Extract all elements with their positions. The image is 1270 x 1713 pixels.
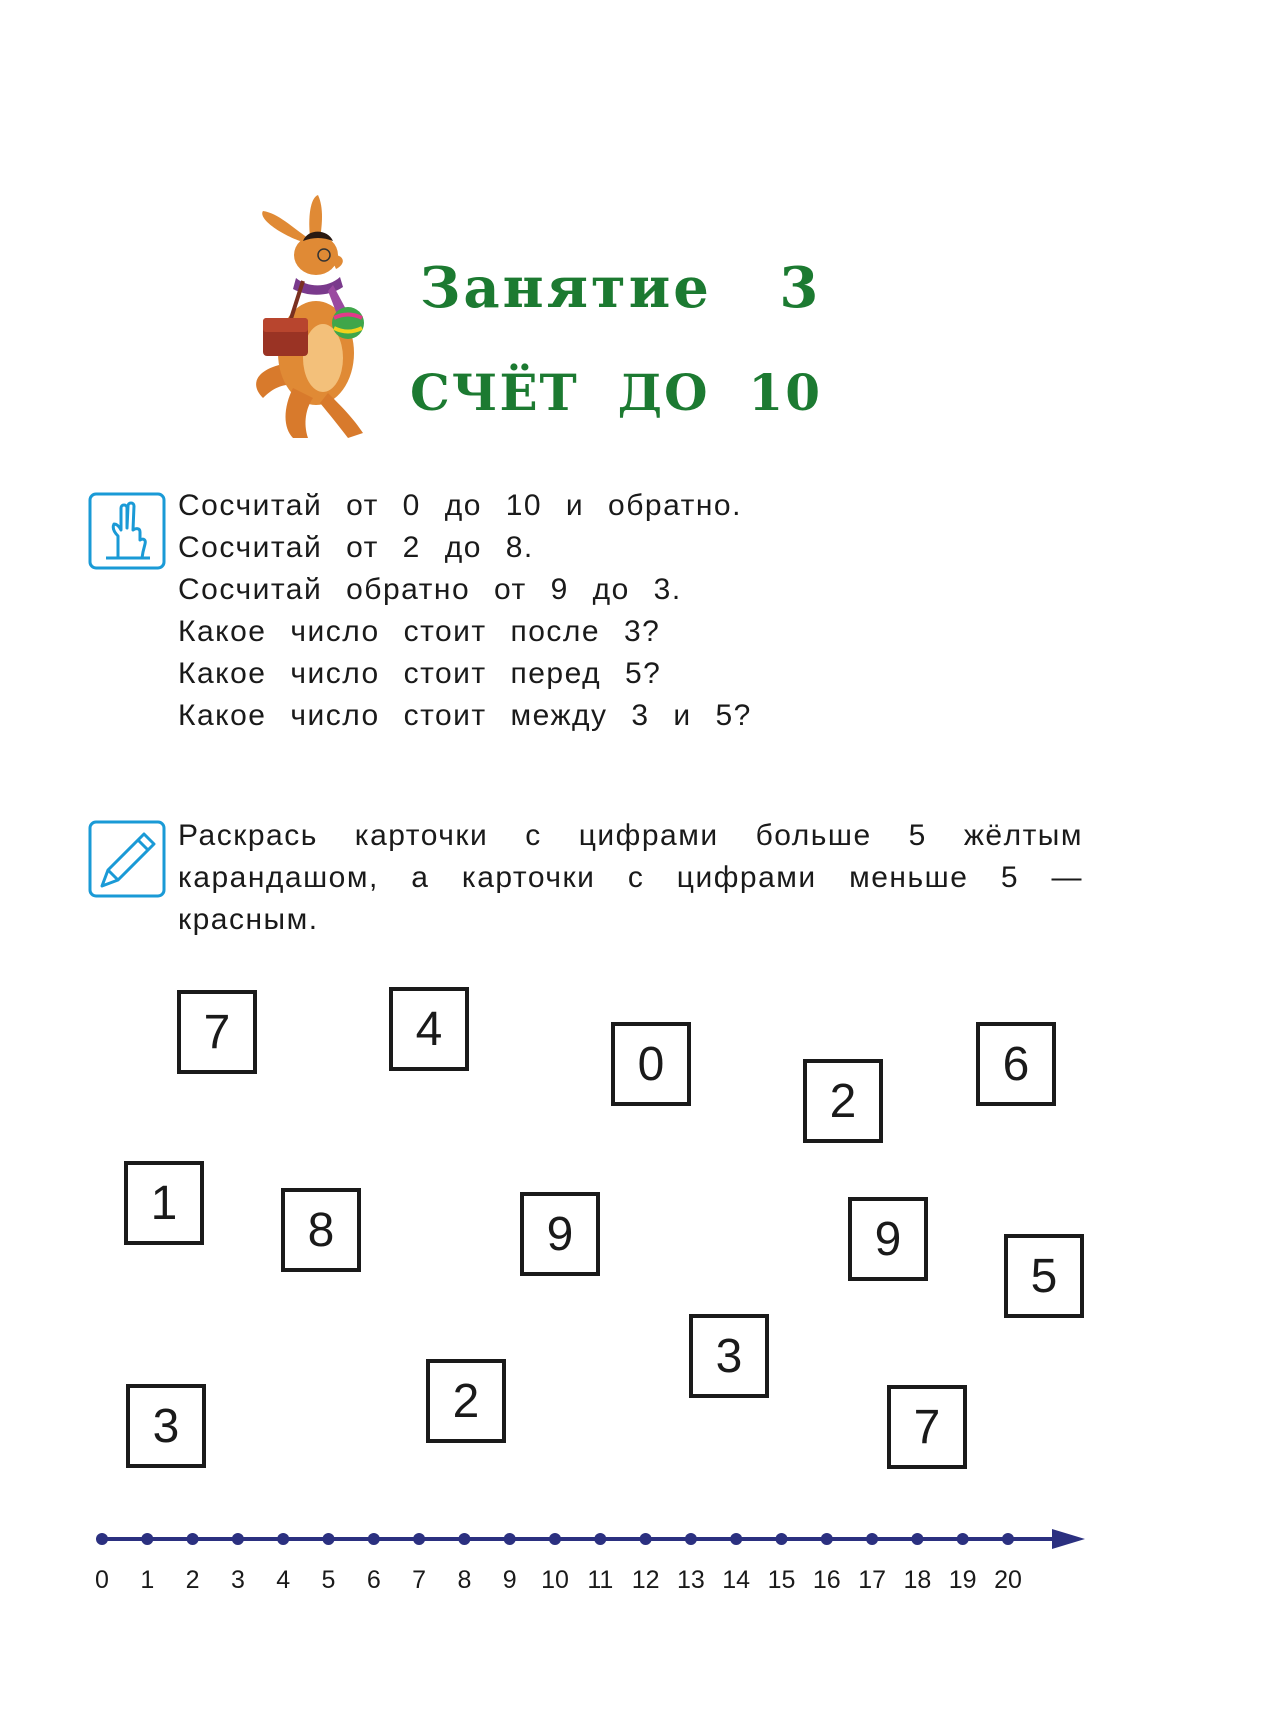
task-2-text: Раскрась карточки с цифрами больше 5 жёлтым карандашом, а карточки с цифрами меньше 5 — красным. (178, 819, 1083, 936)
number-line-point (685, 1533, 697, 1545)
number-line-point (730, 1533, 742, 1545)
number-line-label: 4 (276, 1566, 291, 1594)
number-line-label: 14 (722, 1566, 751, 1594)
number-line-label: 15 (767, 1566, 796, 1594)
number-card[interactable]: 6 (976, 1022, 1056, 1106)
number-line-point (594, 1533, 606, 1545)
number-line-arrow (1052, 1529, 1085, 1549)
number-line-label: 13 (676, 1566, 705, 1594)
number-line-label: 9 (502, 1566, 517, 1594)
number-card[interactable]: 1 (124, 1161, 204, 1245)
number-card[interactable]: 9 (848, 1197, 928, 1281)
lesson-topic: СЧЁТ ДО 10 (410, 363, 822, 422)
number-line-point (549, 1533, 561, 1545)
task-1-line: Какое число стоит между 3 и 5? (178, 699, 752, 732)
number-card[interactable]: 3 (689, 1314, 769, 1398)
number-line-point (504, 1533, 516, 1545)
number-line-label: 7 (412, 1566, 427, 1594)
task-1-line: Сосчитай от 0 до 10 и обратно. (178, 489, 742, 522)
number-card[interactable]: 3 (126, 1384, 206, 1468)
counting-fingers-icon (88, 492, 166, 570)
number-line-label: 16 (812, 1566, 841, 1594)
number-line-point (821, 1533, 833, 1545)
task-1-line: Сосчитай от 2 до 8. (178, 531, 534, 564)
number-card[interactable]: 7 (887, 1385, 967, 1469)
number-line-point (911, 1533, 923, 1545)
number-line-point (323, 1533, 335, 1545)
number-line-label: 18 (903, 1566, 932, 1594)
number-line-label: 11 (587, 1566, 614, 1594)
number-line-label: 19 (948, 1566, 977, 1594)
number-line-label: 5 (321, 1566, 336, 1594)
number-line-point (776, 1533, 788, 1545)
number-card[interactable]: 2 (803, 1059, 883, 1143)
number-card[interactable]: 8 (281, 1188, 361, 1272)
number-line (90, 1520, 1090, 1600)
number-line-point (458, 1533, 470, 1545)
task-1-line: Какое число стоит после 3? (178, 615, 661, 648)
number-line-point (277, 1533, 289, 1545)
number-line-label: 1 (140, 1566, 155, 1594)
number-line-point (187, 1533, 199, 1545)
number-line-point (141, 1533, 153, 1545)
number-card[interactable]: 2 (426, 1359, 506, 1443)
number-card[interactable]: 9 (520, 1192, 600, 1276)
number-line-label: 0 (95, 1566, 109, 1594)
task-1-line: Какое число стоит перед 5? (178, 657, 662, 690)
number-line-label: 17 (858, 1566, 887, 1594)
number-line-label: 12 (631, 1566, 660, 1594)
number-line-point (368, 1533, 380, 1545)
number-line-point (413, 1533, 425, 1545)
number-line-label: 10 (541, 1566, 569, 1594)
task-1-line: Сосчитай обратно от 9 до 3. (178, 573, 682, 606)
pencil-icon (88, 820, 166, 898)
number-card[interactable]: 5 (1004, 1234, 1084, 1318)
number-line-point (1002, 1533, 1014, 1545)
number-line-point (866, 1533, 878, 1545)
number-line-label: 8 (457, 1566, 472, 1594)
task-1-text (178, 485, 752, 737)
number-line-point (640, 1533, 652, 1545)
number-line-label: 20 (994, 1566, 1022, 1594)
number-card[interactable]: 4 (389, 987, 469, 1071)
number-line-point (957, 1533, 969, 1545)
number-line-label: 2 (185, 1566, 200, 1594)
kangaroo-mascot-image (248, 193, 383, 443)
number-card[interactable]: 7 (177, 990, 257, 1074)
number-line-label: 6 (366, 1566, 381, 1594)
number-card[interactable]: 0 (611, 1022, 691, 1106)
number-line-label: 3 (230, 1566, 245, 1594)
number-line-point (232, 1533, 244, 1545)
lesson-title: Занятие 3 (420, 255, 822, 321)
number-line-point (96, 1533, 108, 1545)
